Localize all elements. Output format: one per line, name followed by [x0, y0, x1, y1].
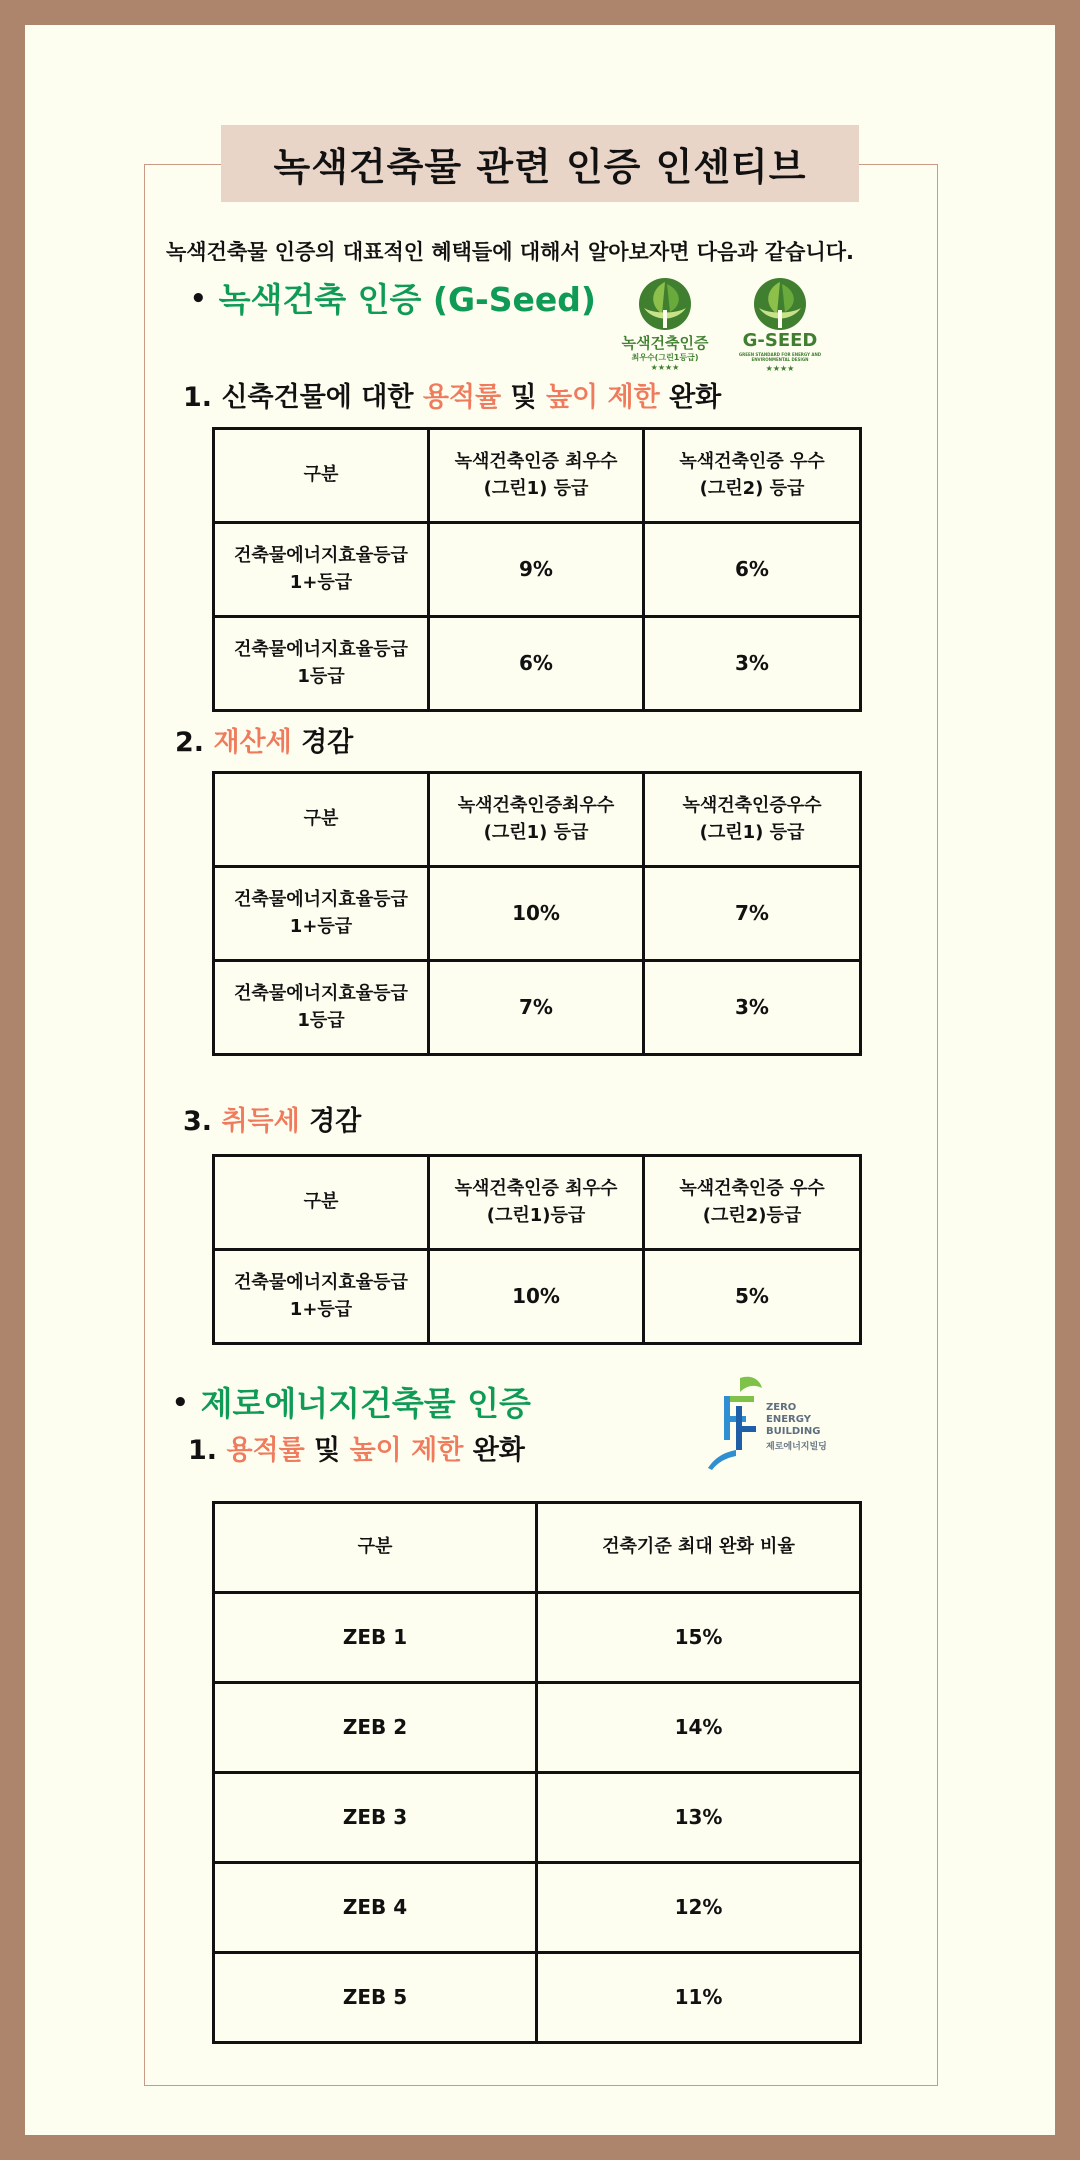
highlight-height-limit: 높이 제한: [349, 1435, 464, 1466]
leaf-emblem-icon: [618, 274, 712, 336]
value-cell: 7%: [429, 961, 644, 1055]
gseed-english-logo-subtitle: GREEN STANDARD FOR ENERGY AND ENVIRONMENTAL DESIGN: [738, 352, 822, 362]
gseed-section2-heading: [175, 720, 353, 759]
zero-energy-building-logo: [700, 1372, 840, 1474]
table-row: [214, 1250, 861, 1344]
row-label-cell: 건축물에너지효율등급 1등급: [214, 961, 429, 1055]
header-cell: 녹색건축인증 우수 (그린2) 등급: [644, 429, 861, 523]
gseed-korean-logo-stars: ★★★★: [650, 363, 680, 372]
table-row: [214, 1953, 861, 2043]
gseed-korean-logo: [618, 274, 712, 374]
leaf-emblem-icon: [734, 274, 826, 336]
table-row: [214, 1683, 861, 1773]
heading-text: 및: [501, 382, 546, 413]
page-title: 녹색건축물 관련 인증 인센티브: [221, 125, 859, 202]
table-row: [214, 617, 861, 711]
gseed-english-logo: [734, 274, 826, 374]
heading-text: 신축건물에 대한: [221, 382, 423, 413]
table-header-row: [214, 1156, 861, 1250]
header-cell: 녹색건축인증 최우수 (그린1) 등급: [429, 429, 644, 523]
row-label-cell: 건축물에너지효율등급 1+등급: [214, 523, 429, 617]
value-cell: 12%: [537, 1863, 861, 1953]
zeb-logo-line3: BUILDING: [766, 1426, 821, 1437]
header-cell: 녹색건축인증우수 (그린1) 등급: [644, 773, 861, 867]
zeb-heading: • 제로에너지건축물 인증: [172, 1384, 531, 1423]
gseed-heading: • 녹색건축 인증 (G-Seed): [190, 280, 596, 319]
heading-text: 완화: [463, 1435, 525, 1466]
header-cell: 구분: [214, 1156, 429, 1250]
highlight-property-tax: 재산세: [213, 727, 292, 758]
table-row: [214, 1773, 861, 1863]
zeb-logo-line4: 제로에너지빌딩: [766, 1442, 827, 1452]
table-row: [214, 867, 861, 961]
table-row: [214, 961, 861, 1055]
table-header-row: [214, 773, 861, 867]
intro-text: 녹색건축물 인증의 대표적인 혜택들에 대해서 알아보자면 다음과 같습니다.: [166, 240, 855, 264]
zeb-section1-heading: [188, 1428, 525, 1467]
heading-text: 경감: [291, 727, 354, 758]
row-label-cell: ZEB 4: [214, 1863, 537, 1953]
header-cell: 구분: [214, 773, 429, 867]
row-label-cell: ZEB 3: [214, 1773, 537, 1863]
gseed-korean-logo-title: 녹색건축인증: [621, 334, 709, 352]
gseed-english-logo-stars: ★★★★: [765, 364, 795, 373]
gseed-section3-heading: [183, 1099, 361, 1138]
table-header-row: [214, 1503, 861, 1593]
value-cell: 11%: [537, 1953, 861, 2043]
heading-text: 및: [304, 1435, 350, 1466]
value-cell: 7%: [644, 867, 861, 961]
section-number: 2.: [175, 727, 205, 758]
zeb-logo-line2: ENERGY: [766, 1414, 811, 1425]
gseed-english-logo-title: G-SEED: [742, 330, 818, 351]
value-cell: 6%: [644, 523, 861, 617]
header-cell: 건축기준 최대 완화 비율: [537, 1503, 861, 1593]
section-number: 1.: [188, 1435, 218, 1466]
row-label-cell: ZEB 5: [214, 1953, 537, 2043]
highlight-far: 용적률: [226, 1435, 305, 1466]
zeb-heading-label: 제로에너지건축물 인증: [200, 1384, 531, 1423]
value-cell: 3%: [644, 617, 861, 711]
gseed-korean-logo-subtitle: 최우수(그린1등급): [631, 353, 699, 362]
value-cell: 13%: [537, 1773, 861, 1863]
highlight-acquisition-tax: 취득세: [221, 1106, 300, 1137]
header-cell: 구분: [214, 429, 429, 523]
heading-text: 경감: [299, 1106, 362, 1137]
table-row: [214, 1593, 861, 1683]
value-cell: 10%: [429, 867, 644, 961]
heading-text: 완화: [659, 382, 722, 413]
row-label-cell: ZEB 2: [214, 1683, 537, 1773]
section-number: 1.: [183, 382, 213, 413]
zeb-emblem-icon: [700, 1372, 768, 1474]
table-header-row: [214, 429, 861, 523]
row-label-cell: ZEB 1: [214, 1593, 537, 1683]
highlight-height-limit: 높이 제한: [545, 382, 660, 413]
value-cell: 15%: [537, 1593, 861, 1683]
row-label-cell: 건축물에너지효율등급 1+등급: [214, 1250, 429, 1344]
table-row: [214, 1863, 861, 1953]
row-label-cell: 건축물에너지효율등급 1+등급: [214, 867, 429, 961]
value-cell: 6%: [429, 617, 644, 711]
gseed-property-tax-table: [212, 771, 862, 1056]
table-row: [214, 523, 861, 617]
header-cell: 구분: [214, 1503, 537, 1593]
value-cell: 9%: [429, 523, 644, 617]
row-label-cell: 건축물에너지효율등급 1등급: [214, 617, 429, 711]
value-cell: 5%: [644, 1250, 861, 1344]
gseed-far-table: [212, 427, 862, 712]
gseed-heading-label: 녹색건축 인증 (G-Seed): [218, 280, 596, 319]
value-cell: 3%: [644, 961, 861, 1055]
header-cell: 녹색건축인증최우수 (그린1) 등급: [429, 773, 644, 867]
header-cell: 녹색건축인증 우수 (그린2)등급: [644, 1156, 861, 1250]
header-cell: 녹색건축인증 최우수 (그린1)등급: [429, 1156, 644, 1250]
gseed-section1-heading: [183, 375, 721, 414]
zeb-logo-line1: ZERO: [766, 1402, 797, 1413]
value-cell: 10%: [429, 1250, 644, 1344]
zeb-relaxation-table: [212, 1501, 862, 2044]
highlight-far: 용적률: [422, 382, 502, 413]
section-number: 3.: [183, 1106, 213, 1137]
gseed-acquisition-tax-table: [212, 1154, 862, 1345]
value-cell: 14%: [537, 1683, 861, 1773]
